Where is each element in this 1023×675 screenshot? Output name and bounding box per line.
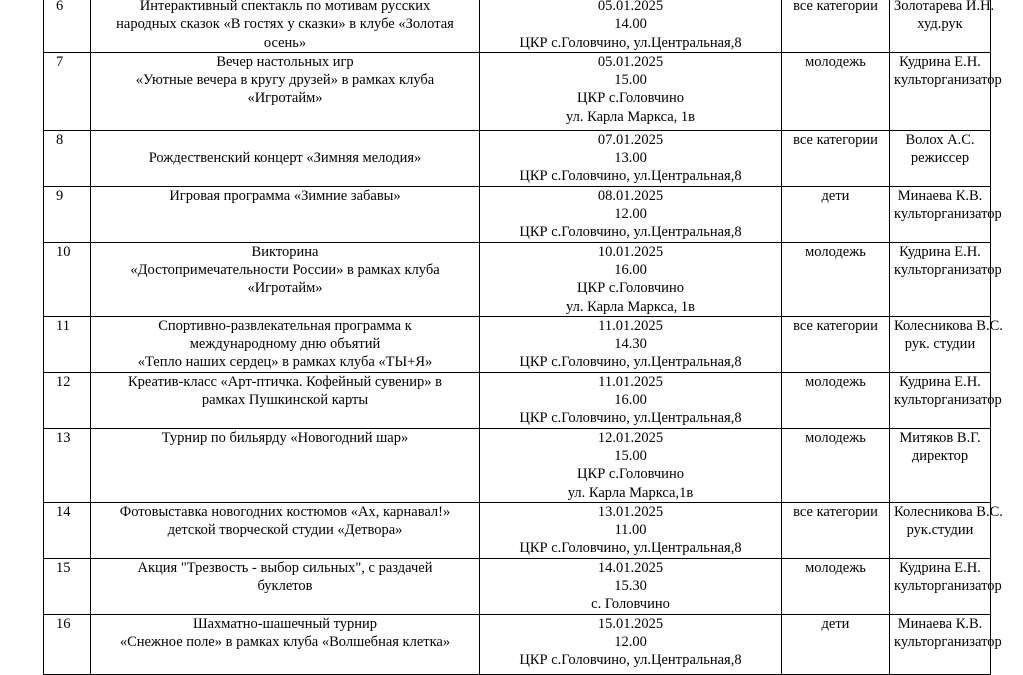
table-row [44,316,991,372]
event-date-place-line: ЦКР с.Головчино, ул.Центральная,8 [519,168,742,185]
responsible-line: Кудрина Е.Н. [899,559,981,576]
audience-category-cell [782,130,890,186]
table-row [44,0,991,52]
table-row [44,558,991,614]
responsible-line: рук.студии [906,522,974,539]
audience-category: все категории [793,131,878,148]
event-title-line: Спортивно-развлекательная программа к [158,317,412,334]
responsible-line: Золотарева И.Н. [894,0,995,14]
audience-category-cell [782,242,890,316]
event-title-line: «Тепло наших сердец» в рамках клуба «ТЫ+Я» [137,354,433,371]
event-date-place-line: ЦКР с.Головчино, ул.Центральная,8 [519,34,742,51]
row-number-cell [44,558,91,614]
event-title-cell [91,130,480,186]
row-number-cell [44,502,91,558]
responsible-line: культорганизатор [894,392,1002,409]
responsible-cell [890,428,991,502]
responsible-line: Волох А.С. [905,131,975,148]
event-title-cell [91,316,480,372]
responsible-line: директор [911,447,969,464]
event-date-place-cell [480,502,782,558]
table-row [44,372,991,428]
audience-category: все категории [793,0,878,14]
event-date-place-cell [480,186,782,242]
event-title-cell [91,428,480,502]
responsible-line: худ.рук [917,16,963,33]
event-date-place-line: с. Головчино [591,596,670,613]
event-title-line: международному дню объятий [189,336,381,353]
row-number: 16 [56,615,71,632]
row-number-cell [44,52,91,130]
responsible-cell [890,242,1002,316]
row-number-cell [44,242,91,316]
event-title-line: Акция "Трезвость - выбор сильных", с раздачей [137,559,433,576]
responsible-line: Минаева К.В. [897,615,983,632]
audience-category-cell [782,186,890,242]
row-number: 9 [56,187,64,204]
event-date-place-line: 15.30 [614,578,647,595]
responsible-line: Кудрина Е.Н. [899,373,981,390]
row-number-cell [44,614,91,674]
audience-category: молодежь [805,373,866,390]
event-date-place-line: ЦКР с.Головчино, ул.Центральная,8 [519,410,742,427]
row-number-cell [44,0,91,52]
row-number-cell [44,372,91,428]
event-title-cell [91,502,480,558]
event-title-cell [91,614,480,674]
row-number: 8 [56,131,64,148]
audience-category: все категории [793,317,878,334]
event-title-cell [91,558,480,614]
responsible-line: Митяков В.Г. [899,429,981,446]
event-date-place-line: 11.00 [614,522,647,539]
responsible-line: Кудрина Е.Н. [899,243,981,260]
audience-category-cell [782,428,890,502]
event-date-place-line: ЦКР с.Головчино, ул.Центральная,8 [519,540,742,557]
event-date-place-line: 12.00 [614,206,647,223]
event-date-place-line: 11.01.2025 [598,317,663,334]
event-date-place-cell [480,242,782,316]
responsible-line: культорганизатор [894,261,1002,278]
event-date-place-line: 13.01.2025 [597,503,664,520]
table-row [44,614,991,674]
event-date-place-line: 07.01.2025 [597,131,664,148]
event-date-place-cell [480,316,782,372]
audience-category-cell [782,502,890,558]
audience-category: молодежь [805,559,866,576]
responsible-line: рук. студии [904,336,976,353]
event-title-cell [91,242,480,316]
event-date-place-cell [480,372,782,428]
responsible-line: культорганизатор [894,633,1002,650]
audience-category: молодежь [805,53,866,70]
event-date-place-cell [480,52,782,130]
event-title-line: буклетов [257,578,313,595]
audience-category-cell [782,558,890,614]
event-title-cell [91,186,480,242]
event-date-place-line: 15.00 [614,72,647,89]
event-date-place-cell [480,614,782,674]
event-date-place-line: 13.00 [614,150,647,167]
event-date-place-line: 14.01.2025 [597,559,664,576]
events-table-body [44,0,1003,674]
audience-category-cell [782,0,890,52]
event-date-place-line: 12.00 [614,633,647,650]
audience-category-cell [782,52,890,130]
event-date-place-line: ЦКР с.Головчино [577,466,684,483]
responsible-line: культорганизатор [894,206,1002,223]
event-title-line: Шахматно-шашечный турнир [192,615,378,632]
row-number-cell [44,130,91,186]
table-row [44,242,991,316]
audience-category-cell [782,372,890,428]
event-title-line: Турнир по бильярду «Новогодний шар» [161,429,409,446]
event-date-place-line: 05.01.2025 [597,0,664,14]
event-title-line: «Снежное поле» в рамках клуба «Волшебная клетка» [119,633,451,650]
event-date-place-line: 16.00 [614,261,647,278]
responsible-line: культорганизатор [894,578,1002,595]
responsible-line: Минаева К.В. [897,187,983,204]
event-date-place-cell [480,428,782,502]
row-number: 7 [56,53,64,70]
event-date-place-cell [480,558,782,614]
row-number: 12 [56,373,71,390]
audience-category: молодежь [805,243,866,260]
responsible-cell [890,502,1003,558]
table-row [44,52,991,130]
audience-category: все категории [793,503,878,520]
table-row [44,502,991,558]
event-date-place-line: 16.00 [614,392,647,409]
row-number: 14 [56,503,71,520]
event-title-cell [91,372,480,428]
audience-category: молодежь [805,429,866,446]
responsible-cell [890,52,1002,130]
responsible-line: Кудрина Е.Н. [899,53,981,70]
event-date-place-line: 14.00 [614,16,647,33]
responsible-cell [890,186,1002,242]
responsible-line: Колесникова В.С. [894,317,1003,334]
table-row [44,186,991,242]
event-date-place-line: ЦКР с.Головчино [577,90,684,107]
event-date-place-line: 11.01.2025 [598,373,663,390]
event-title-line: «Игротайм» [247,280,323,297]
row-number: 6 [56,0,64,14]
event-title-line: Креатив-класс «Арт-птичка. Кофейный сувенир» в [127,373,443,390]
responsible-line: Колесникова В.С. [894,503,1003,520]
event-title-line: осень» [263,34,307,51]
event-date-place-line: 15.00 [614,447,647,464]
event-date-place-line: 08.01.2025 [597,187,664,204]
audience-category: дети [821,615,850,632]
event-date-place-line: ул. Карла Маркса, 1в [565,298,696,315]
row-number: 10 [56,243,71,260]
event-date-place-line: 10.01.2025 [597,243,664,260]
row-number: 15 [56,559,71,576]
audience-category-cell [782,614,890,674]
audience-category: дети [821,187,850,204]
event-date-place-line: 12.01.2025 [597,429,664,446]
event-date-place-line: 15.01.2025 [597,615,664,632]
event-title-line: «Достопримечательности России» в рамках клуба [130,261,440,278]
row-number-cell [44,428,91,502]
events-table [43,0,1003,675]
row-number-cell [44,316,91,372]
audience-category-cell [782,316,890,372]
responsible-cell [890,130,991,186]
row-number: 13 [56,429,71,446]
table-row [44,428,991,502]
responsible-cell [890,558,1002,614]
event-title-line: народных сказок «В гостях у сказки» в клубе «Золотая [116,16,454,33]
event-title-line: «Уютные вечера в кругу друзей» в рамках клуба [135,72,435,89]
event-date-place-line: ЦКР с.Головчино [577,280,684,297]
event-title-line: Игровая программа «Зимние забавы» [169,187,401,204]
event-title-line: детской творческой студии «Детвора» [167,522,403,539]
event-date-place-line: 05.01.2025 [597,53,664,70]
event-date-place-line: 14.30 [614,336,647,353]
event-title-line: «Игротайм» [247,90,323,107]
responsible-cell [890,372,1002,428]
responsible-cell [890,0,995,52]
event-date-place-cell [480,130,782,186]
responsible-line: культорганизатор [894,72,1002,89]
event-date-place-line: ул. Карла Маркса, 1в [565,108,696,125]
event-date-place-line: ЦКР с.Головчино, ул.Центральная,8 [519,652,742,669]
responsible-cell [890,614,1002,674]
event-title-line: рамках Пушкинской карты [201,392,369,409]
event-date-place-cell [480,0,782,52]
responsible-cell [890,316,1003,372]
event-title-cell [91,0,480,52]
event-title-line: Вечер настольных игр [216,53,354,70]
responsible-line: режиссер [910,150,970,167]
event-title-cell [91,52,480,130]
event-title-line: Фотовыставка новогодних костюмов «Ах, карнавал!» [119,503,451,520]
event-date-place-line: ЦКР с.Головчино, ул.Центральная,8 [519,354,742,371]
event-date-place-line: ул. Карла Маркса,1в [567,484,694,501]
table-row [44,130,991,186]
event-title-line: Викторина [251,243,319,260]
event-date-place-line: ЦКР с.Головчино, ул.Центральная,8 [519,224,742,241]
event-title-line: Интерактивный спектакль по мотивам русских [139,0,431,14]
row-number-cell [44,186,91,242]
event-title-line: Рождественский концерт «Зимняя мелодия» [148,150,422,167]
row-number: 11 [56,317,70,334]
